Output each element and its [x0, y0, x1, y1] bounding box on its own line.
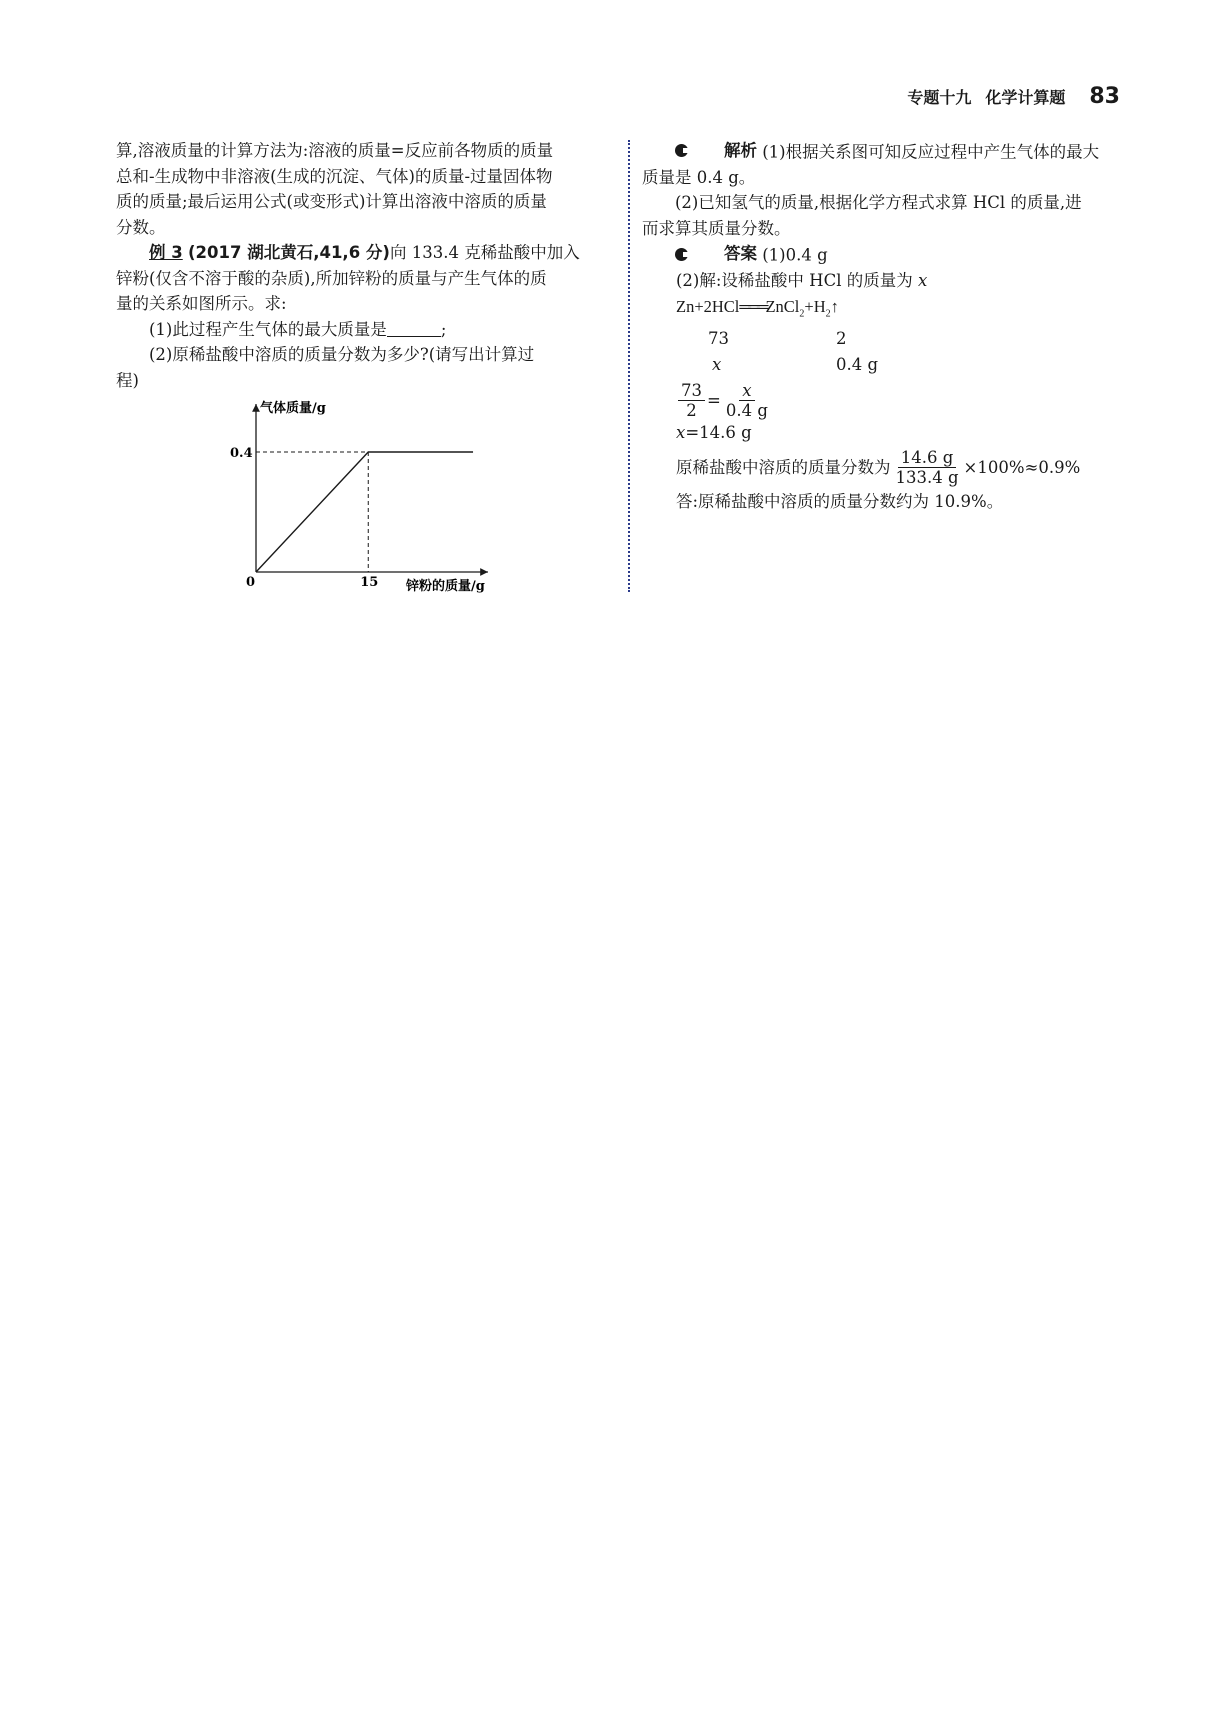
topic-label: 专题十九	[907, 88, 972, 107]
solve-text: (2)解:设稀盐酸中 HCl 的质量为	[676, 271, 918, 290]
ratio-row-2	[642, 352, 1142, 378]
analysis-2b: 而求算其质量分数。	[642, 218, 791, 238]
answer-tag	[675, 241, 757, 267]
ratio-a2: 2	[836, 329, 847, 349]
intro-line-3: 质的质量;最后运用公式(或变形式)计算出溶液中溶质的质量	[116, 192, 547, 211]
gas-mass-chart	[220, 396, 510, 596]
prop-equals: =	[707, 391, 721, 411]
answer-tag-text: 答案	[724, 244, 757, 264]
eq-sub-1: 2	[799, 307, 805, 319]
x-tick-label: 15	[360, 575, 379, 590]
example-heading	[116, 240, 608, 266]
frac-den: 133.4 g	[895, 467, 959, 487]
eq-sign: ═══	[739, 296, 766, 316]
section-marker-icon	[675, 144, 688, 157]
result-line	[642, 420, 1142, 446]
ratio-a1: 73	[708, 329, 729, 349]
final-answer: 答:原稀盐酸中溶质的质量分数约为 10.9%。	[676, 491, 1004, 511]
question-1-text: (1)此过程产生气体的最大质量是	[149, 319, 387, 339]
answer-blank	[387, 320, 441, 337]
prop-den-2: 0.4 g	[725, 401, 768, 421]
example-label: 例 3	[149, 243, 183, 262]
analysis-tag	[675, 138, 757, 164]
analysis-1a: (1)根据关系图可知反应过程中产生气体的最大	[762, 142, 1100, 162]
analysis-tag-text: 解析	[724, 141, 757, 160]
proportion-left	[678, 381, 705, 420]
result-var: x	[676, 423, 686, 443]
eq-left: Zn+2HCl	[676, 296, 740, 316]
solve-var: x	[917, 271, 928, 290]
ratio-row-1	[642, 326, 1142, 352]
analysis-2a: (2)已知氢气的质量,根据化学方程式求算 HCl 的质量,进	[675, 193, 1082, 213]
answer-line-1	[642, 241, 1142, 268]
prop-num-1: 73	[678, 381, 705, 401]
question-2-line-2: 程)	[116, 370, 139, 390]
left-column	[116, 138, 608, 393]
prop-den-1: 2	[686, 401, 697, 421]
y-axis-label: 气体质量/g	[260, 401, 326, 416]
example-source: (2017 湖北黄石,41,6 分)	[187, 243, 390, 262]
analysis-line-1	[642, 138, 1142, 165]
y-tick-label: 0.4	[230, 446, 253, 461]
fraction-tail: ×100%≈0.9%	[963, 457, 1081, 477]
section-marker-icon	[675, 248, 688, 261]
intro-line-2: 总和-生成物中非溶液(生成的沉淀、气体)的质量-过量固体物	[116, 166, 553, 186]
prop-num-2: x	[739, 381, 754, 401]
page-header	[907, 84, 1120, 109]
frac-num: 14.6 g	[898, 448, 957, 468]
origin-label: 0	[246, 575, 256, 590]
topic-subtitle: 化学计算题	[985, 88, 1066, 107]
series-line	[256, 452, 473, 572]
answer-1: (1)0.4 g	[762, 245, 828, 265]
example-text-1: 向 133.4 克稀盐酸中加入	[389, 243, 580, 262]
proportion-right	[723, 381, 771, 420]
right-column	[642, 138, 1142, 514]
page-number: 83	[1089, 84, 1120, 109]
proportion	[642, 381, 1142, 420]
result-val: =14.6 g	[685, 423, 752, 443]
analysis-1b: 质量是 0.4 g。	[642, 167, 756, 187]
eq-right-b: +H	[804, 296, 826, 316]
eq-right-a: ZnCl	[765, 296, 800, 316]
question-1-end: ;	[440, 319, 447, 339]
question-1	[116, 317, 608, 343]
intro-line-4: 分数。	[116, 217, 166, 237]
column-divider	[628, 140, 630, 592]
fraction-text: 原稀盐酸中溶质的质量分数为	[676, 457, 891, 477]
eq-arrow: ↑	[830, 296, 839, 316]
question-2-line-1: (2)原稀盐酸中溶质的质量分数为多少?(请写出计算过	[149, 345, 535, 364]
fraction-line	[642, 448, 1142, 487]
intro-line-1: 算,溶液质量的计算方法为:溶液的质量=反应前各物质的质量	[116, 141, 554, 160]
example-text-2: 锌粉(仅含不溶于酸的杂质),所加锌粉的质量与产生气体的质	[116, 268, 547, 288]
x-axis-label: 锌粉的质量/g	[406, 579, 485, 594]
eq-sub-2: 2	[825, 307, 831, 319]
example-text-3: 量的关系如图所示。求:	[116, 294, 287, 313]
ratio-b1: x	[712, 354, 722, 374]
fraction	[893, 448, 962, 487]
chemical-equation	[642, 294, 1142, 327]
solve-line	[642, 268, 1142, 294]
ratio-b2: 0.4 g	[836, 354, 879, 374]
